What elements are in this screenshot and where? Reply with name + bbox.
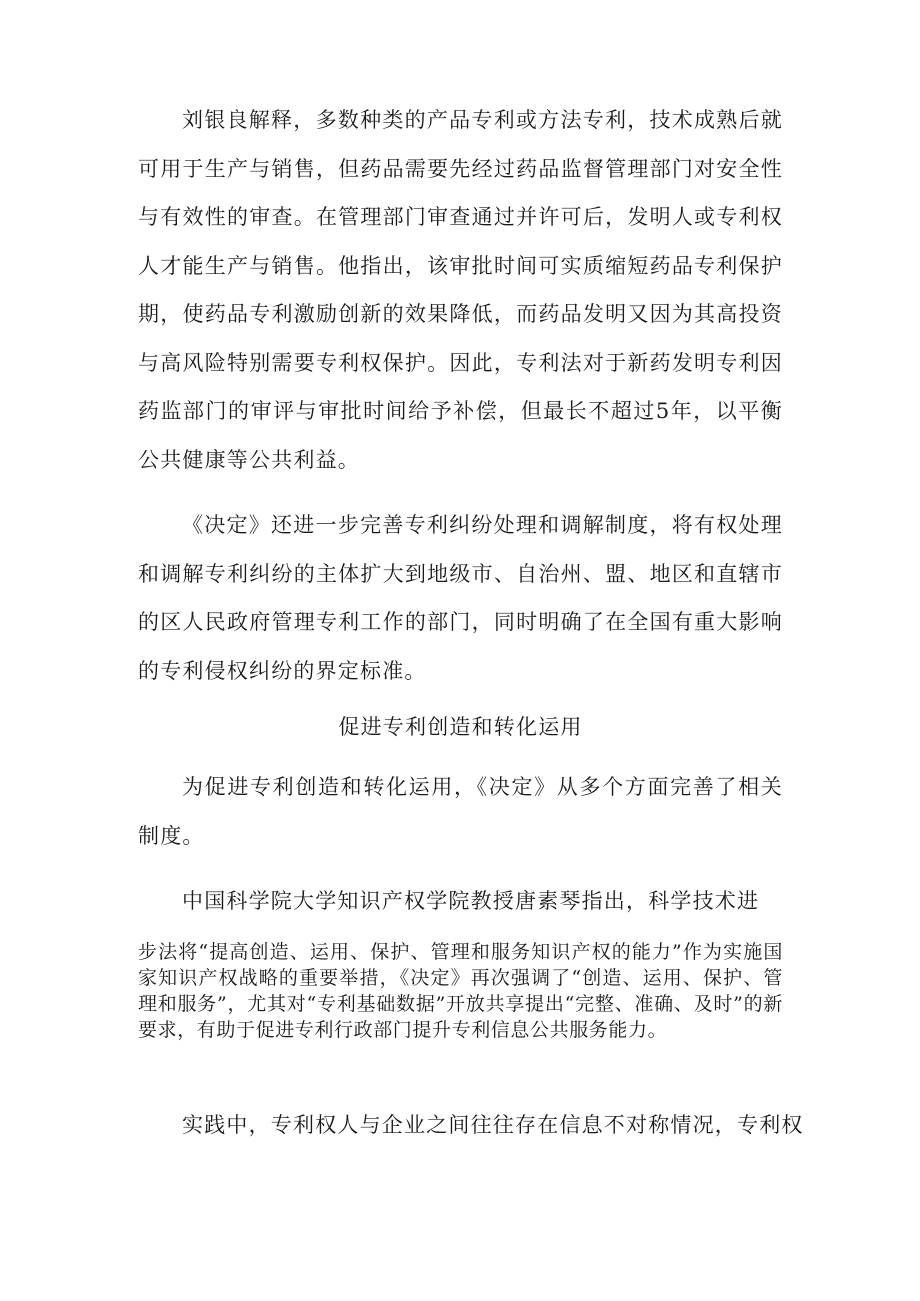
- paragraph-dispute-handling: 《决定》还进一步完善专利纠纷处理和调解制度，将有权处理和调解专利纠纷的主体扩大到地级市、自治州、盟、地区和直辖市的区人民政府管理专利工作的部门，同时明确了在全国有重大影响的专利侵权纠纷的界定标准。: [138, 513, 783, 683]
- paragraph-science-tech-law: 步法将“提高创造、运用、保护、管理和服务知识产权的能力”作为实施国家知识产权战略的重要举措，《决定》再次强调了“创造、运用、保护、管理和服务”，尤其对“专利基础数据”开放共享提出“完整、准确、及时”的新要求，有助于促进专利行政部门提升专利信息公共服务能力。: [138, 941, 783, 1041]
- paragraph-drug-patent-compensation: 刘银良解释，多数种类的产品专利或方法专利，技术成熟后就可用于生产与销售，但药品需要先经过药品监督管理部门对安全性与有效性的审查。在管理部门审查通过并许可后，发明人或专利权人才能生产与销售。他指出，该审批时间可实质缩短药品专利保护期，使药品专利激励创新的效果降低，而药品发明又因为其高投资与高风险特别需要专利权保护。因此，专利法对于新药发明专利因药监部门的审评与审批时间给予补偿，但最长不超过5年，以平衡公共健康等公共利益。: [138, 108, 783, 472]
- paragraph-practice: 实践中，专利权人与企业之间往往存在信息不对称情况，专利权: [182, 1113, 804, 1137]
- paragraph-professor-intro: 中国科学院大学知识产权学院教授唐素琴指出，科学技术进: [182, 889, 760, 913]
- paragraph-promote-creation: 为促进专利创造和转化运用，《决定》从多个方面完善了相关制度。: [138, 775, 783, 848]
- section-heading: 促进专利创造和转化运用: [338, 715, 583, 739]
